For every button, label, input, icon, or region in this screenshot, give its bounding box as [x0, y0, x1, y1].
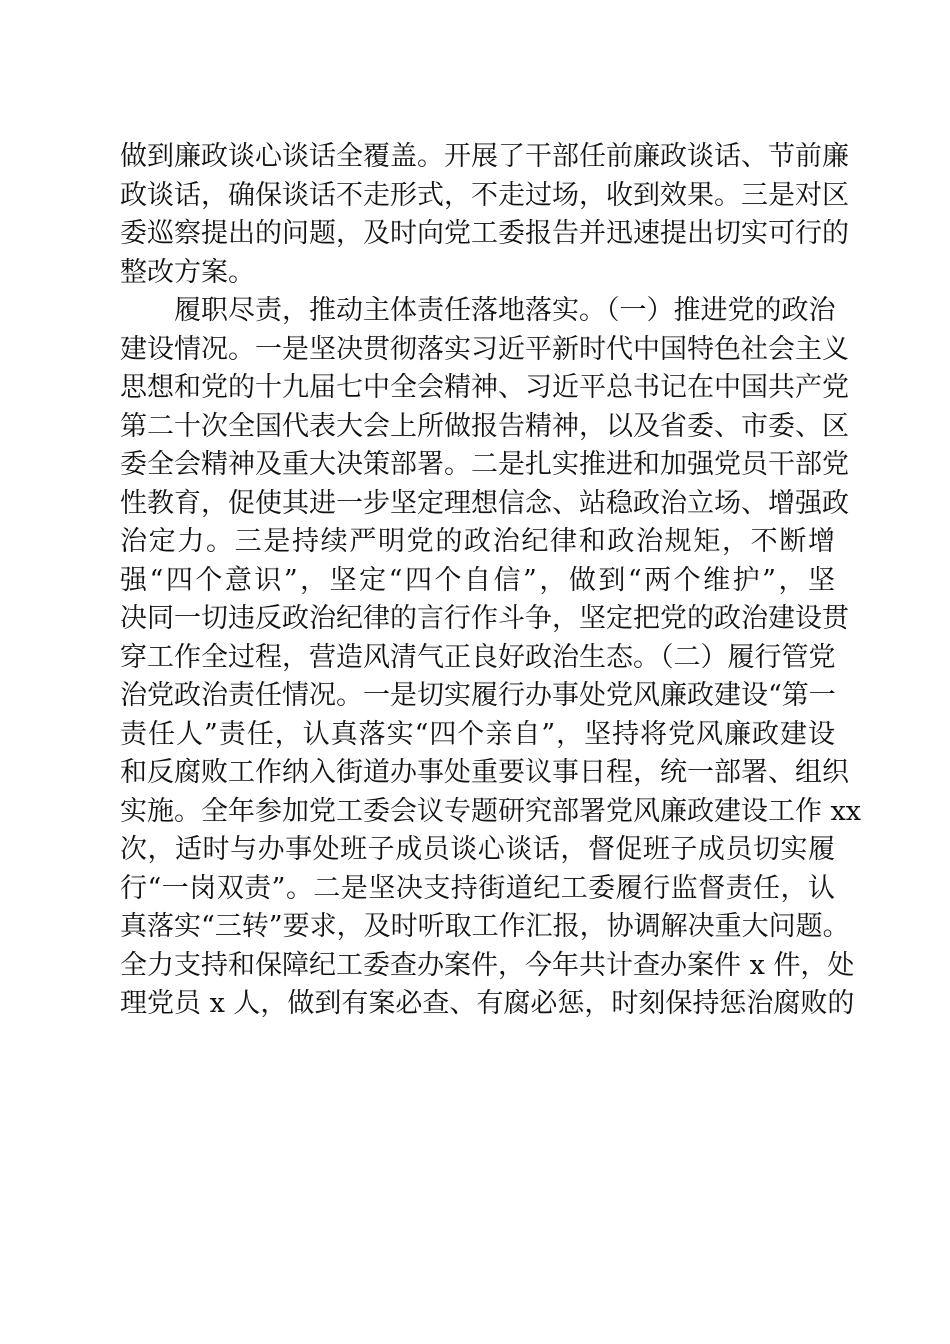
text-line: 行“一岗双责”。二是坚决支持街道纪工委履行监督责任，认	[120, 872, 835, 904]
text-line: 和反腐败工作纳入街道办事处重要议事日程，统一部署、组织	[120, 757, 849, 788]
body-text	[120, 138, 862, 1024]
text-line: 委巡察提出的问题，及时向党工委报告并迅速提出切实可行的	[120, 218, 849, 249]
text-line: 做到廉政谈心谈话全覆盖。开展了干部任前廉政谈话、节前廉	[120, 141, 849, 172]
text-line: 责任人”责任，认真落实“四个亲自”，坚持将党风廉政建设	[120, 718, 835, 750]
text-line: 建设情况。一是坚决贯彻落实习近平新时代中国特色社会主义	[120, 333, 849, 365]
text-line: 穿工作全过程，营造风清气正良好政治生态。（二）履行管党	[120, 641, 836, 673]
text-line: 委全会精神及重大决策部署。二是扎实推进和加强党员干部党	[120, 449, 849, 480]
paragraph-start-line: 履职尽责，推动主体责任落地落实。（一）推进党的政治	[174, 295, 836, 326]
text-line: 真落实“三转”要求，及时听取工作汇报，协调解决重大问题。	[120, 911, 850, 942]
text-line: 思想和党的十九届七中全会精神、习近平总书记在中国共产党	[120, 372, 849, 403]
text-line: 强“四个意识”，坚定“四个自信”，做到“两个维护”，坚	[120, 564, 835, 596]
text-line: 理党员 x 人，做到有案必查、有腐必惩，时刻保持惩治腐败的	[120, 988, 855, 1019]
text-line: 整改方案。	[120, 256, 255, 288]
text-line: 治党政治责任情况。一是切实履行办事处党风廉政建设“第一	[120, 680, 836, 711]
text-line: 治定力。三是持续严明党的政治纪律和政治规矩，不断增	[120, 526, 835, 557]
text-line: 全力支持和保障纪工委查办案件，今年共计查办案件 x 件，处	[120, 949, 855, 981]
text-line: 政谈话，确保谈话不走形式，不走过场，收到效果。三是对区	[120, 179, 849, 211]
text-line: 性教育，促使其进一步坚定理想信念、站稳政治立场、增强政	[120, 487, 849, 519]
text-line: 次，适时与办事处班子成员谈心谈话，督促班子成员切实履	[120, 834, 835, 865]
text-line: 决同一切违反政治纪律的言行作斗争，坚定把党的政治建设贯	[120, 603, 849, 634]
text-line: 实施。全年参加党工委会议专题研究部署党风廉政建设工作 xx	[120, 795, 862, 827]
text-line: 第二十次全国代表大会上所做报告精神，以及省委、市委、区	[120, 410, 849, 442]
